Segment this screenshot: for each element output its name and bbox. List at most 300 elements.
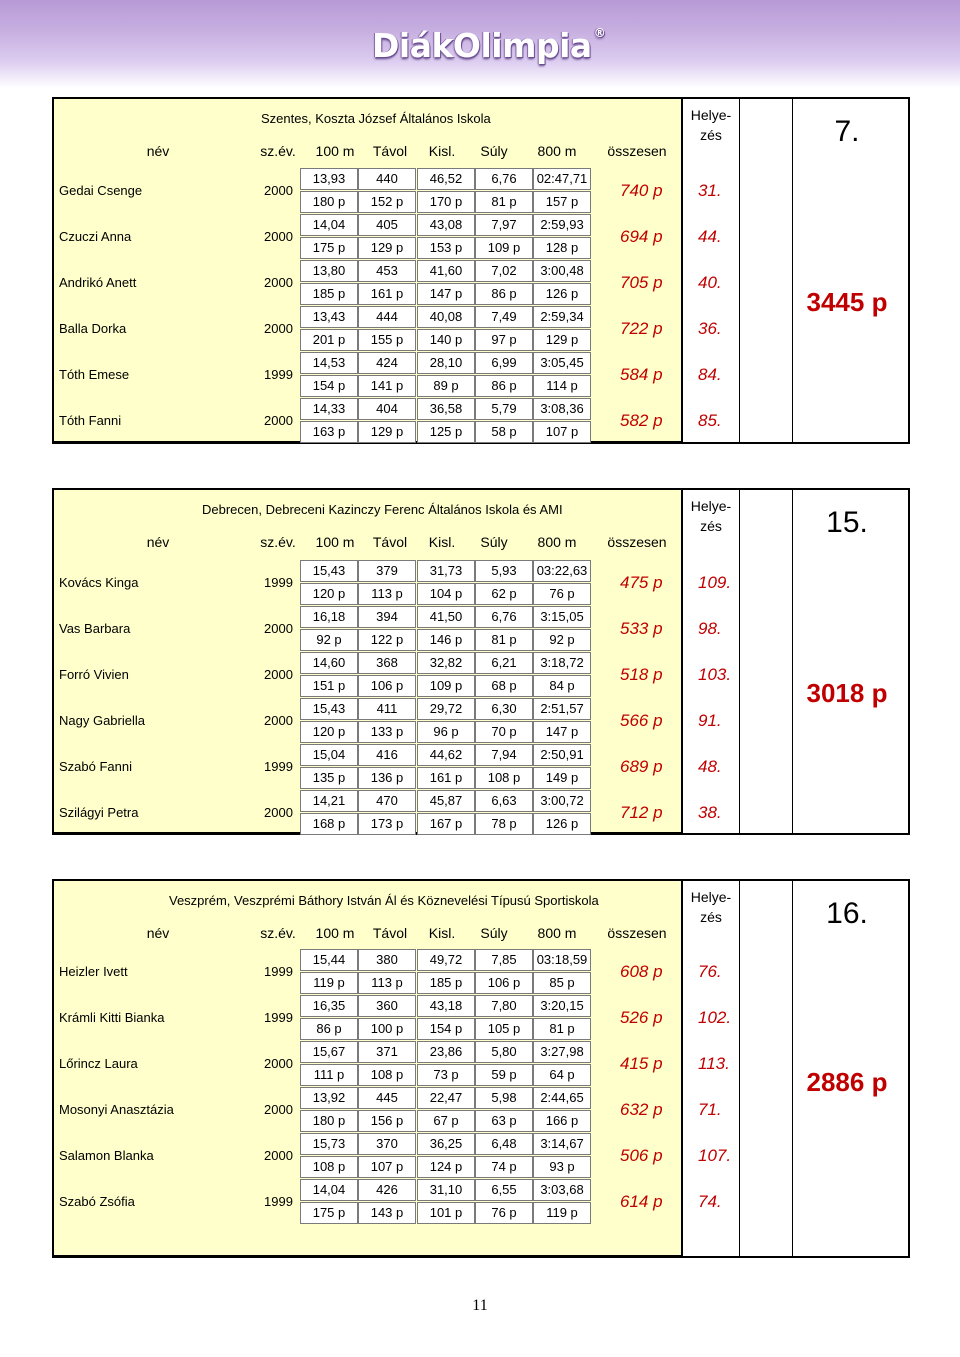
- result-cell: 3:05,45: [533, 352, 591, 374]
- event-cells: [300, 949, 596, 995]
- athlete-total-points: 533 p: [620, 619, 663, 638]
- points-cell: 89 p: [417, 375, 475, 397]
- points-cell: 109 p: [417, 675, 475, 697]
- birth-year: 2000: [264, 667, 293, 682]
- points-cell: 119 p: [300, 972, 358, 994]
- event-cells: [300, 260, 596, 306]
- athlete-total-points: 722 p: [620, 319, 663, 338]
- points-cell: 175 p: [300, 237, 358, 259]
- birth-year: 2000: [264, 413, 293, 428]
- points-cell: 108 p: [358, 1064, 416, 1086]
- points-cell: 113 p: [358, 972, 416, 994]
- result-cell: 394: [358, 606, 416, 628]
- athlete-row: [54, 606, 912, 652]
- result-cell: 3:03,68: [533, 1179, 591, 1201]
- result-cell: 2:59,34: [533, 306, 591, 328]
- result-cell: 445: [358, 1087, 416, 1109]
- result-cell: 5,93: [475, 560, 533, 582]
- result-cell: 6,21: [475, 652, 533, 674]
- points-cell: 119 p: [533, 1202, 591, 1224]
- points-cell: 149 p: [533, 767, 591, 789]
- athlete-placement: 36.: [698, 319, 722, 338]
- athlete-row: [54, 995, 912, 1041]
- points-cell: 81 p: [533, 1018, 591, 1040]
- points-cell: 180 p: [300, 191, 358, 213]
- birth-year: 2000: [264, 183, 293, 198]
- column-header: Kisl.: [428, 534, 456, 550]
- athlete-name: Balla Dorka: [59, 321, 127, 336]
- points-cell: 106 p: [358, 675, 416, 697]
- points-cell: 70 p: [475, 721, 533, 743]
- athlete-total-points: 689 p: [620, 757, 663, 776]
- column-header: név: [146, 925, 170, 941]
- result-cell: 3:27,98: [533, 1041, 591, 1063]
- result-cell: 14,53: [300, 352, 358, 374]
- team-block: [52, 97, 910, 444]
- athlete-placement: 84.: [698, 365, 722, 384]
- result-cell: 440: [358, 168, 416, 190]
- athlete-placement: 102.: [698, 1008, 732, 1027]
- event-cells: [300, 168, 596, 214]
- helyezes-label-line: Helye-: [690, 107, 732, 123]
- points-cell: 161 p: [358, 283, 416, 305]
- points-cell: 59 p: [475, 1064, 533, 1086]
- points-cell: 109 p: [475, 237, 533, 259]
- athlete-placement: 76.: [698, 962, 722, 981]
- result-cell: 5,80: [475, 1041, 533, 1063]
- result-cell: 444: [358, 306, 416, 328]
- result-cell: 2:50,91: [533, 744, 591, 766]
- result-cell: 29,72: [417, 698, 475, 720]
- birth-year: 2000: [264, 1056, 293, 1071]
- points-cell: 120 p: [300, 583, 358, 605]
- points-cell: 74 p: [475, 1156, 533, 1178]
- athlete-name: Tóth Fanni: [59, 413, 122, 428]
- column-header: Távol: [372, 143, 408, 159]
- result-cell: 3:14,67: [533, 1133, 591, 1155]
- column-header: Súly: [480, 534, 508, 550]
- points-cell: 85 p: [533, 972, 591, 994]
- column-header: 800 m: [537, 925, 577, 941]
- result-cell: 16,35: [300, 995, 358, 1017]
- points-cell: 161 p: [417, 767, 475, 789]
- athlete-name: Tóth Emese: [59, 367, 130, 382]
- school-name: Debrecen, Debreceni Kazinczy Ferenc Általános Iskola és AMI: [202, 502, 563, 517]
- athlete-total-points: 582 p: [620, 411, 663, 430]
- points-cell: 136 p: [358, 767, 416, 789]
- column-header: összesen: [607, 534, 667, 550]
- column-header: Kisl.: [428, 925, 456, 941]
- points-cell: 78 p: [475, 813, 533, 835]
- result-cell: 13,43: [300, 306, 358, 328]
- points-cell: 92 p: [300, 629, 358, 651]
- athlete-name: Kovács Kinga: [59, 575, 139, 590]
- points-cell: 185 p: [300, 283, 358, 305]
- helyezes-label-line: Helye-: [690, 889, 732, 905]
- result-cell: 5,98: [475, 1087, 533, 1109]
- result-cell: 6,30: [475, 698, 533, 720]
- athlete-total-points: 415 p: [620, 1054, 663, 1073]
- result-cell: 03:18,59: [533, 949, 591, 971]
- result-cell: 7,49: [475, 306, 533, 328]
- event-cells: [300, 1087, 596, 1133]
- result-cell: 411: [358, 698, 416, 720]
- birth-year: 1999: [264, 1010, 293, 1025]
- athlete-name: Nagy Gabriella: [59, 713, 145, 728]
- result-cell: 15,04: [300, 744, 358, 766]
- athlete-placement: 44.: [698, 227, 722, 246]
- points-cell: 108 p: [300, 1156, 358, 1178]
- diakolimpia-logo: DiákOlimpia ®: [372, 26, 606, 65]
- points-cell: 96 p: [417, 721, 475, 743]
- points-cell: 143 p: [358, 1202, 416, 1224]
- athlete-row: [54, 168, 912, 214]
- points-cell: 105 p: [475, 1018, 533, 1040]
- points-cell: 185 p: [417, 972, 475, 994]
- points-cell: 129 p: [358, 237, 416, 259]
- birth-year: 1999: [264, 367, 293, 382]
- athlete-total-points: 694 p: [620, 227, 663, 246]
- athlete-total-points: 740 p: [620, 181, 663, 200]
- result-cell: 424: [358, 352, 416, 374]
- points-cell: 128 p: [533, 237, 591, 259]
- event-cells: [300, 744, 596, 790]
- athlete-placement: 109.: [698, 573, 732, 592]
- athlete-total-points: 566 p: [620, 711, 663, 730]
- points-cell: 120 p: [300, 721, 358, 743]
- result-cell: 36,58: [417, 398, 475, 420]
- result-cell: 2:51,57: [533, 698, 591, 720]
- points-cell: 100 p: [358, 1018, 416, 1040]
- result-cell: 7,02: [475, 260, 533, 282]
- column-header: név: [146, 534, 170, 550]
- athlete-row: [54, 214, 912, 260]
- result-cell: 14,04: [300, 1179, 358, 1201]
- result-cell: 45,87: [417, 790, 475, 812]
- result-cell: 31,10: [417, 1179, 475, 1201]
- result-cell: 7,97: [475, 214, 533, 236]
- points-cell: 125 p: [417, 421, 475, 443]
- points-cell: 97 p: [475, 329, 533, 351]
- result-cell: 2:44,65: [533, 1087, 591, 1109]
- column-header: sz.év.: [260, 534, 296, 550]
- result-cell: 3:08,36: [533, 398, 591, 420]
- points-cell: 154 p: [300, 375, 358, 397]
- helyezes-label-line: zés: [700, 518, 722, 534]
- result-cell: 426: [358, 1179, 416, 1201]
- athlete-total-points: 506 p: [620, 1146, 663, 1165]
- points-cell: 201 p: [300, 329, 358, 351]
- points-cell: 73 p: [417, 1064, 475, 1086]
- team-rank: 7.: [834, 115, 860, 148]
- event-cells: [300, 560, 596, 606]
- event-cells: [300, 1133, 596, 1179]
- result-cell: 22,47: [417, 1087, 475, 1109]
- result-cell: 13,93: [300, 168, 358, 190]
- column-header: Távol: [372, 534, 408, 550]
- points-cell: 81 p: [475, 191, 533, 213]
- column-header: Súly: [480, 143, 508, 159]
- athlete-placement: 107.: [698, 1146, 732, 1165]
- athlete-name: Vas Barbara: [59, 621, 131, 636]
- helyezes-label-line: Helye-: [690, 498, 732, 514]
- column-header: Kisl.: [428, 143, 456, 159]
- result-cell: 7,80: [475, 995, 533, 1017]
- points-cell: 107 p: [533, 421, 591, 443]
- points-cell: 151 p: [300, 675, 358, 697]
- result-cell: 46,52: [417, 168, 475, 190]
- points-cell: 76 p: [533, 583, 591, 605]
- points-cell: 86 p: [300, 1018, 358, 1040]
- points-cell: 63 p: [475, 1110, 533, 1132]
- athlete-placement: 98.: [698, 619, 722, 638]
- athlete-name: Forró Vivien: [59, 667, 129, 682]
- athlete-row: [54, 1133, 912, 1179]
- points-cell: 135 p: [300, 767, 358, 789]
- points-cell: 157 p: [533, 191, 591, 213]
- result-cell: 7,94: [475, 744, 533, 766]
- result-cell: 370: [358, 1133, 416, 1155]
- birth-year: 2000: [264, 805, 293, 820]
- points-cell: 126 p: [533, 813, 591, 835]
- event-cells: [300, 698, 596, 744]
- result-cell: 5,79: [475, 398, 533, 420]
- birth-year: 1999: [264, 575, 293, 590]
- points-cell: 62 p: [475, 583, 533, 605]
- result-cell: 44,62: [417, 744, 475, 766]
- athlete-placement: 103.: [698, 665, 732, 684]
- result-cell: 36,25: [417, 1133, 475, 1155]
- result-cell: 3:20,15: [533, 995, 591, 1017]
- birth-year: 2000: [264, 1102, 293, 1117]
- points-cell: 111 p: [300, 1064, 358, 1086]
- points-cell: 67 p: [417, 1110, 475, 1132]
- athlete-placement: 31.: [698, 181, 722, 200]
- event-cells: [300, 995, 596, 1041]
- points-cell: 129 p: [358, 421, 416, 443]
- athlete-name: Krámli Kitti Bianka: [59, 1010, 165, 1025]
- team-total-points: 2886 p: [806, 1067, 888, 1097]
- birth-year: 1999: [264, 759, 293, 774]
- points-cell: 163 p: [300, 421, 358, 443]
- points-cell: 104 p: [417, 583, 475, 605]
- column-header: összesen: [607, 925, 667, 941]
- event-cells: [300, 352, 596, 398]
- school-name: Veszprém, Veszprémi Báthory István Ál és Köznevelési Típusú Sportiskola: [169, 893, 599, 908]
- result-cell: 470: [358, 790, 416, 812]
- athlete-placement: 113.: [698, 1054, 730, 1073]
- column-header: 800 m: [537, 143, 577, 159]
- result-cell: 31,73: [417, 560, 475, 582]
- athlete-row: [54, 1179, 912, 1225]
- points-cell: 152 p: [358, 191, 416, 213]
- result-cell: 368: [358, 652, 416, 674]
- athlete-total-points: 518 p: [620, 665, 663, 684]
- result-cell: 43,18: [417, 995, 475, 1017]
- column-header: sz.év.: [260, 925, 296, 941]
- result-cell: 14,33: [300, 398, 358, 420]
- athlete-name: Lőrincz Laura: [59, 1056, 138, 1071]
- points-cell: 122 p: [358, 629, 416, 651]
- result-cell: 6,48: [475, 1133, 533, 1155]
- column-header: név: [146, 143, 170, 159]
- result-cell: 453: [358, 260, 416, 282]
- result-cell: 3:00,72: [533, 790, 591, 812]
- result-cell: 16,18: [300, 606, 358, 628]
- result-cell: 15,43: [300, 698, 358, 720]
- athlete-placement: 40.: [698, 273, 722, 292]
- result-cell: 371: [358, 1041, 416, 1063]
- event-cells: [300, 214, 596, 260]
- result-cell: 43,08: [417, 214, 475, 236]
- column-header: 100 m: [315, 143, 355, 159]
- points-cell: 170 p: [417, 191, 475, 213]
- athlete-name: Salamon Blanka: [59, 1148, 154, 1163]
- birth-year: 2000: [264, 321, 293, 336]
- athlete-row: [54, 790, 912, 836]
- team-rank: 15.: [826, 506, 868, 539]
- result-cell: 32,82: [417, 652, 475, 674]
- event-cells: [300, 790, 596, 836]
- result-cell: 380: [358, 949, 416, 971]
- helyezes-label-line: zés: [700, 127, 722, 143]
- event-cells: [300, 398, 596, 444]
- points-cell: 76 p: [475, 1202, 533, 1224]
- points-cell: 107 p: [358, 1156, 416, 1178]
- points-cell: 154 p: [417, 1018, 475, 1040]
- result-cell: 28,10: [417, 352, 475, 374]
- result-cell: 6,99: [475, 352, 533, 374]
- result-cell: 13,80: [300, 260, 358, 282]
- points-cell: 153 p: [417, 237, 475, 259]
- result-cell: 14,60: [300, 652, 358, 674]
- points-cell: 156 p: [358, 1110, 416, 1132]
- page-number: 11: [472, 1297, 488, 1314]
- column-header: Távol: [372, 925, 408, 941]
- column-header: 100 m: [315, 925, 355, 941]
- points-cell: 155 p: [358, 329, 416, 351]
- result-cell: 13,92: [300, 1087, 358, 1109]
- column-header: 100 m: [315, 534, 355, 550]
- result-cell: 405: [358, 214, 416, 236]
- athlete-placement: 71.: [698, 1100, 722, 1119]
- birth-year: 2000: [264, 621, 293, 636]
- team-total-points: 3445 p: [806, 287, 888, 317]
- team-block: [52, 488, 910, 835]
- athlete-total-points: 526 p: [620, 1008, 663, 1027]
- result-cell: 3:00,48: [533, 260, 591, 282]
- column-header: sz.év.: [260, 143, 296, 159]
- points-cell: 113 p: [358, 583, 416, 605]
- result-cell: 15,67: [300, 1041, 358, 1063]
- points-cell: 114 p: [533, 375, 591, 397]
- points-cell: 147 p: [533, 721, 591, 743]
- athlete-total-points: 712 p: [620, 803, 663, 822]
- result-cell: 23,86: [417, 1041, 475, 1063]
- result-cell: 41,60: [417, 260, 475, 282]
- points-cell: 101 p: [417, 1202, 475, 1224]
- column-header: összesen: [607, 143, 667, 159]
- result-cell: 360: [358, 995, 416, 1017]
- athlete-name: Czuczi Anna: [59, 229, 132, 244]
- points-cell: 68 p: [475, 675, 533, 697]
- result-cell: 14,04: [300, 214, 358, 236]
- athlete-name: Szabó Zsófia: [59, 1194, 135, 1209]
- result-cell: 15,43: [300, 560, 358, 582]
- points-cell: 168 p: [300, 813, 358, 835]
- athlete-total-points: 632 p: [620, 1100, 663, 1119]
- athlete-placement: 74.: [698, 1192, 722, 1211]
- points-cell: 58 p: [475, 421, 533, 443]
- points-cell: 175 p: [300, 1202, 358, 1224]
- result-cell: 379: [358, 560, 416, 582]
- event-cells: [300, 1041, 596, 1087]
- result-cell: 15,44: [300, 949, 358, 971]
- birth-year: 2000: [264, 1148, 293, 1163]
- event-cells: [300, 306, 596, 352]
- athlete-row: [54, 352, 912, 398]
- result-cell: 3:18,72: [533, 652, 591, 674]
- athlete-total-points: 475 p: [620, 573, 663, 592]
- result-cell: 41,50: [417, 606, 475, 628]
- points-cell: 108 p: [475, 767, 533, 789]
- points-cell: 81 p: [475, 629, 533, 651]
- result-cell: 15,73: [300, 1133, 358, 1155]
- points-cell: 146 p: [417, 629, 475, 651]
- athlete-name: Szilágyi Petra: [59, 805, 139, 820]
- team-total-points: 3018 p: [806, 678, 888, 708]
- athlete-total-points: 608 p: [620, 962, 663, 981]
- helyezes-label-line: zés: [700, 909, 722, 925]
- points-cell: 86 p: [475, 375, 533, 397]
- points-cell: 92 p: [533, 629, 591, 651]
- event-cells: [300, 606, 596, 652]
- result-cell: 6,76: [475, 606, 533, 628]
- points-cell: 173 p: [358, 813, 416, 835]
- athlete-placement: 85.: [698, 411, 722, 430]
- athlete-name: Heizler Ivett: [59, 964, 128, 979]
- team-rank: 16.: [826, 897, 868, 930]
- athlete-row: [54, 398, 912, 444]
- result-cell: 404: [358, 398, 416, 420]
- athlete-total-points: 614 p: [620, 1192, 663, 1211]
- result-cell: 2:59,93: [533, 214, 591, 236]
- birth-year: 1999: [264, 1194, 293, 1209]
- points-cell: 147 p: [417, 283, 475, 305]
- points-cell: 166 p: [533, 1110, 591, 1132]
- result-cell: 49,72: [417, 949, 475, 971]
- team-block: [52, 879, 910, 1258]
- birth-year: 2000: [264, 229, 293, 244]
- result-cell: 6,63: [475, 790, 533, 812]
- points-cell: 133 p: [358, 721, 416, 743]
- header-banner: [0, 0, 960, 88]
- helyezes-header: [686, 496, 736, 536]
- athlete-total-points: 584 p: [620, 365, 663, 384]
- result-cell: 416: [358, 744, 416, 766]
- athlete-name: Mosonyi Anasztázia: [59, 1102, 174, 1117]
- athlete-row: [54, 560, 912, 606]
- helyezes-header: [686, 105, 736, 145]
- birth-year: 1999: [264, 964, 293, 979]
- result-cell: 03:22,63: [533, 560, 591, 582]
- helyezes-header: [686, 887, 736, 927]
- event-cells: [300, 1179, 596, 1225]
- points-cell: 140 p: [417, 329, 475, 351]
- result-cell: 3:15,05: [533, 606, 591, 628]
- athlete-placement: 38.: [698, 803, 722, 822]
- event-cells: [300, 652, 596, 698]
